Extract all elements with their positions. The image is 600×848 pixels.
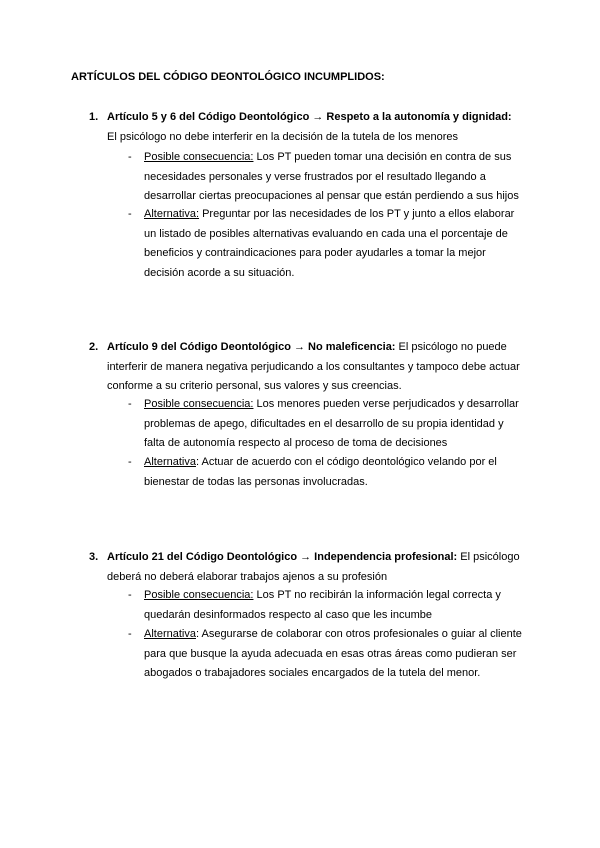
dash-marker: - [128,151,132,163]
article-intro: El psicólogo no puede interferir de manera negativa perjudicando a los consultantes y tampoco debe actuar conforme a su criterio personal, sus valores y sus creencias. [107,341,520,392]
article-intro: El psicólogo deberá no deberá elaborar trabajos ajenos a su profesión [107,551,520,583]
dash-marker: - [128,456,132,468]
article-body [107,338,527,397]
item-text: Preguntar por las necesidades de los PT y junto a ellos elaborar un listado de posibles alternativas evaluando en cada una el porcentaje de beneficios y contraindicaciones para poder ayudarles a tomar la mejor decisión acorde a su situación. [144,208,515,279]
item-text: Los PT no recibirán la información legal correcta y quedarán desinformados respecto al caso que les incumbe [144,589,501,621]
dash-marker: - [128,398,132,410]
article-title: Artículo 5 y 6 del Código Deontológico → Respeto a la autonomía y dignidad: [107,111,512,123]
item-label: Alternativa [144,456,196,468]
list-item [128,586,520,625]
item-text: : Actuar de acuerdo con el código deontológico velando por el bienestar de todas las personas involucradas. [144,456,497,488]
dash-marker: - [128,208,132,220]
article-number: 3. [89,551,99,563]
item-text: Los menores pueden verse perjudicados y desarrollar problemas de apego, dificultades en el desarrollo de su propia identidad y falta de autonomía respecto al proceso de toma de decisiones [144,398,519,449]
item-label: Alternativa: [144,208,200,220]
article-title: Artículo 9 del Código Deontológico → No maleficencia: [107,341,396,353]
article-body [107,108,527,147]
dash-marker: - [128,589,132,601]
item-label: Posible consecuencia: [144,589,254,601]
list-item [128,453,520,492]
page-heading: ARTÍCULOS DEL CÓDIGO DEONTOLÓGICO INCUMPLIDOS: [71,71,385,83]
item-label: Alternativa [144,628,196,640]
article-title: Artículo 21 del Código Deontológico → Independencia profesional: [107,551,458,563]
article-body [107,548,527,587]
list-item [128,625,528,684]
list-item [128,148,520,207]
list-item [128,395,520,454]
item-label: Posible consecuencia: [144,151,254,163]
dash-marker: - [128,628,132,640]
article-number: 1. [89,111,99,123]
article-intro: El psicólogo no debe interferir en la decisión de la tutela de los menores [107,130,458,143]
list-item [128,205,520,283]
item-label: Posible consecuencia: [144,398,254,410]
article-number: 2. [89,341,99,353]
item-text: : Asegurarse de colaborar con otros profesionales o guiar al cliente para que busque la ayuda adecuada en esas otras áreas como pudieran ser abogados o trabajadores sociales encargados de la tutela del menor. [144,628,522,679]
item-text: Los PT pueden tomar una decisión en contra de sus necesidades personales y verse frustrados por el resultado llegando a desarrollar ciertas preocupaciones al pensar que están perdiendo a sus hijos [144,151,519,202]
